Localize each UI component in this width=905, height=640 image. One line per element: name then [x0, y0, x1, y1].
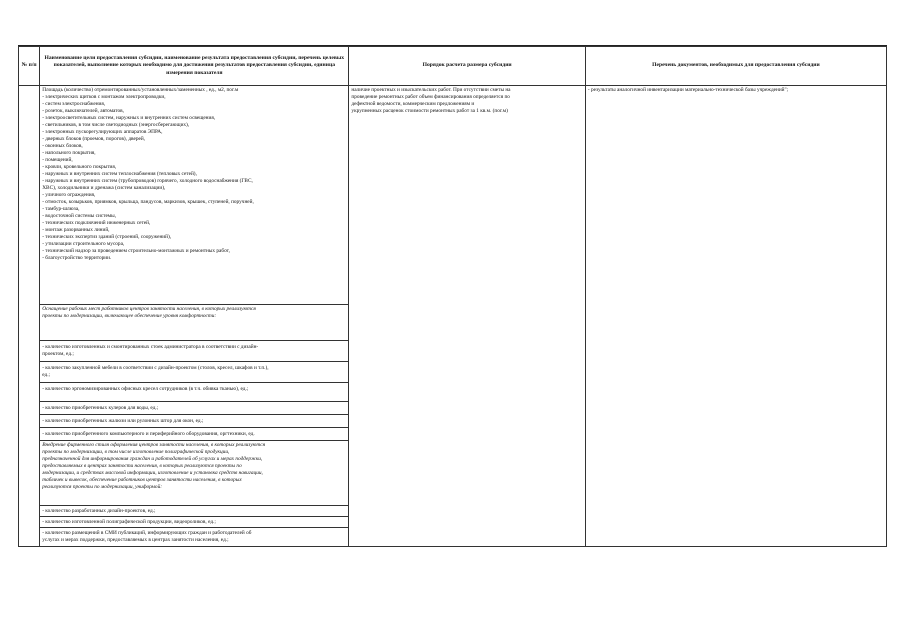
text-line: реализуются проекты по модернизации, униформой: [42, 484, 162, 490]
item-row [40, 516, 348, 527]
text-line: - количество изготовленных и смонтированных стоек администратора в соответствии с дизайн- [42, 344, 259, 350]
item-row [40, 382, 348, 401]
item-row [40, 361, 348, 382]
num-cell [19, 86, 40, 547]
text-line: проектом, ед.; [42, 351, 74, 357]
item-row [40, 401, 348, 414]
text-line: - утилизации строительного мусора, [42, 241, 125, 247]
text-line: услугах и мерах поддержки, предоставляемых в центрах занятости населения, ед.; [42, 537, 229, 543]
text-line: проведение ремонтных работ объем финансирования определяется по [351, 94, 510, 100]
text-line: - технический надзор за проведением строительно-монтажных и ремонтных работ, [42, 248, 230, 254]
text-line: Оснащение рабочих мест работников центров занятости населения, в которых реализуются [42, 306, 256, 312]
text-line: ХВС), холодильники и дренажа (систем канализации), [42, 185, 166, 191]
text-line: - количество приобретенного компьютерного и периферийного оборудования, оргтехники, ед. [42, 431, 255, 437]
text-line: - розеток, выключателей, автоматов, [42, 108, 124, 114]
item-row [40, 527, 348, 545]
item-row [40, 427, 348, 440]
text-line: - технических подключений инженерных сетей, [42, 220, 151, 226]
text-line: - электроосветительных систем, наружных и внутренних систем освещения, [42, 115, 216, 121]
text-line: - электрических щитков с монтажом электропроводки, [42, 94, 166, 100]
header-docs: Перечень документов, необходимых для предоставления субсидии [585, 47, 886, 86]
docs-cell [585, 86, 886, 547]
text-line: - количество эргономизированных офисных кресел сотрудников (в т.ч. обивка тканью), ед.; [42, 386, 249, 392]
text-line: - наружных и внутренних систем теплоснабжения (тепловых сетей), [42, 171, 197, 177]
text-line: - наружных и внутренних систем (трубопроводов) горячего, холодного водоснабжения (ГВС, [42, 178, 253, 184]
block-branding [40, 440, 348, 505]
subsidy-table [18, 46, 887, 547]
header-row [19, 47, 887, 86]
item-row [40, 505, 348, 516]
text-line: предназначенной для информирования граждан и работодателей об услугах и мерах поддержки, [42, 456, 263, 462]
text-line: - кровли, кровельного покрытия, [42, 164, 117, 170]
text-line: - помещений, [42, 157, 73, 163]
text-line: укрупненных расценок стоимости ремонтных работ за 1 кв.м. (пог.м) [351, 108, 508, 114]
calc-cell [349, 86, 585, 547]
text-line: - количество закупленной мебели в соответствии с дизайн-проектом (столов, кресел, шкафов и т.п.), [42, 365, 269, 371]
block-repair [42, 87, 346, 304]
text-line: ед.; [42, 372, 50, 378]
text-line: - количество изготовленной полиграфической продукции, видеороликов, ед.; [42, 519, 216, 525]
block-equipment [40, 304, 348, 340]
text-line: - благоустройство территории. [42, 255, 112, 261]
body-row [19, 86, 887, 547]
text-line: проекты по модернизации, в том числе изготовление полиграфической продукции, [42, 449, 230, 455]
text-line: - отмосток, козырьков, приямков, крыльца, пандусов, маркизов, крышек, ступеней, поручней, [42, 199, 254, 205]
document-sheet [18, 45, 887, 595]
text-line: - водосточной системы системы, [42, 213, 117, 219]
header-num: № п/п [19, 47, 40, 86]
text-line: - количество разработанных дизайн-проектов, ед.; [42, 508, 156, 514]
text-line: - электронных пускорегулирующих аппаратов ЭПРА, [42, 129, 163, 135]
text-line: - количество приобретенных жалюзи или рулонных штор для окон, ед.; [42, 418, 204, 424]
item-row [40, 340, 348, 361]
text-line: - технических экспертиз зданий (строений, сооружений), [42, 234, 172, 240]
text-line: - результаты аналогичной инвентаризации материально-технической базы учреждений"; [587, 87, 789, 93]
header-calc: Порядок расчета размера субсидии [349, 47, 585, 86]
header-name: Наименование цели предоставления субсидии, наименование результата предоставления субсидии, перечень целевых показателей, выполнение которых необходимо для достижения результатов предоставления субсидии, единица измерения показателя [40, 47, 349, 86]
text-line: - количество размещений в СМИ публикаций, информирующих граждан и работодателей об [42, 530, 252, 536]
text-line: модернизации, и средствах массовой информации, изготовление и установка средств навигации, [42, 470, 263, 476]
text-line: - напольного покрытия, [42, 150, 96, 156]
text-line: - количество приобретенных кулеров для воды, ед.; [42, 405, 159, 411]
text-line: - тамбур-шлюза, [42, 206, 80, 212]
text-line: - монтаж разорванных линий, [42, 227, 110, 233]
text-line: наличие проектных и изыскательских работ. При отсутствии сметы на [351, 87, 511, 93]
text-line: проекты по модернизации, включающее обеспечение уровня комфортности: [42, 313, 217, 319]
text-line: дефектной ведомости, коммерческим предложениям и [351, 101, 475, 107]
text-line: Внедрение фирменного стиля оформления центров занятости населения, в которых реализуются [42, 442, 266, 448]
text-line: предоставляемых в центрах занятости населения, в которых реализуются проекты по [42, 463, 242, 469]
text-line: - уличного ограждения, [42, 192, 96, 198]
text-line: табличек и вывесок, обеспечение работников центров занятости населения, в которых [42, 477, 242, 483]
item-row [40, 414, 348, 427]
text-line: - систем электроснабжения, [42, 101, 106, 107]
text-line: Площадь (количество) отремонтированных/установленных/замененных , ед., м2, пог.м [42, 87, 239, 93]
text-line: - оконных блоков, [42, 143, 83, 149]
text-line: - светильников, в том числе светодиодных (энергосберегающих), [42, 122, 190, 128]
name-cell [40, 86, 349, 547]
text-line: - дверных блоков (проемов, порогов), дверей, [42, 136, 145, 142]
